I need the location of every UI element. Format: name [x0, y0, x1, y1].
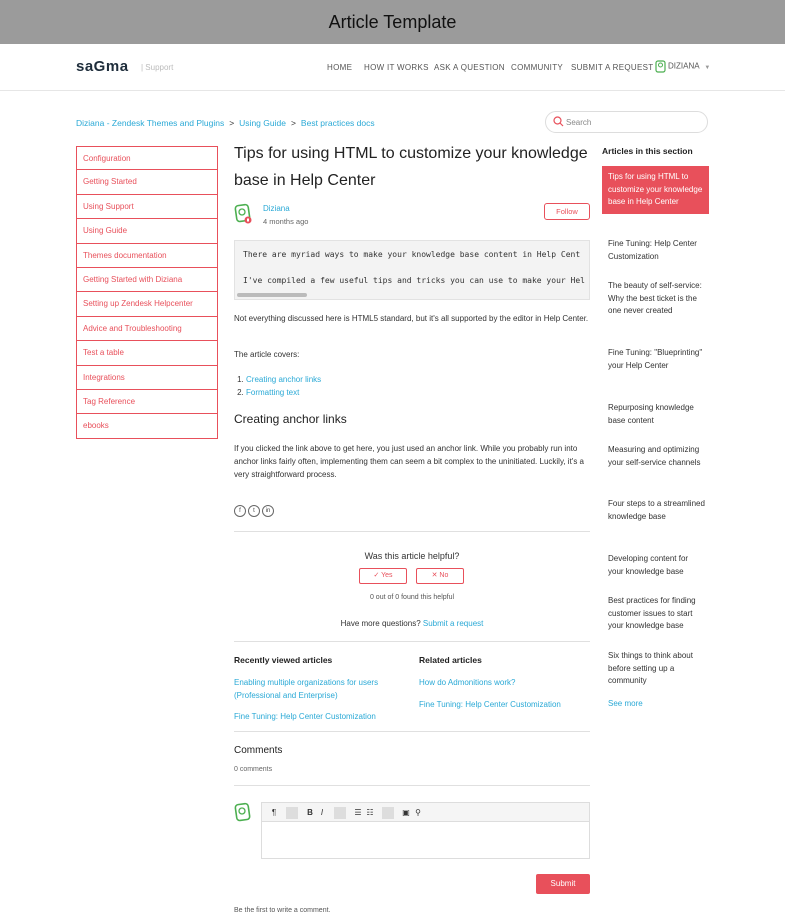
article-title: Tips for using HTML to customize your knowledge base in Help Center: [234, 145, 588, 189]
paragraph-icon[interactable]: ¶: [271, 808, 277, 817]
toolbar-separator: [382, 807, 394, 819]
code-block: [234, 240, 590, 300]
related-articles-title: Related articles: [419, 655, 482, 665]
editor-toolbar: [262, 803, 589, 822]
bold-icon[interactable]: B: [307, 808, 313, 817]
related-article-link[interactable]: Fine Tuning: Help Center Customization: [419, 700, 561, 709]
category-sidebar: [76, 146, 218, 439]
sidebar-item-test-table[interactable]: Test a table: [76, 341, 218, 365]
comment-editor[interactable]: [261, 802, 590, 859]
section-articles-title: Articles in this section: [602, 146, 693, 156]
section-article-link[interactable]: The beauty of self-service: Why the best ticket is the one never created: [608, 281, 702, 315]
sidebar-item-themes-documentation[interactable]: Themes documentation: [76, 244, 218, 268]
list-item: [246, 373, 321, 386]
section-article-link[interactable]: Fine Tuning: "Blueprinting" your Help Center: [608, 348, 703, 370]
sidebar-item-getting-started-diziana[interactable]: Getting Started with Diziana: [76, 268, 218, 292]
recently-viewed-link[interactable]: Fine Tuning: Help Center Customization: [234, 712, 376, 721]
section-articles: [602, 146, 709, 708]
first-comment-hint: Be the first to write a comment.: [234, 907, 331, 914]
helpful-question: Was this article helpful?: [364, 551, 460, 561]
section-article-link[interactable]: Fine Tuning: Help Center Customization: [608, 239, 697, 261]
bullet-list-icon[interactable]: ☰: [354, 808, 362, 817]
sidebar-item-integrations[interactable]: Integrations: [76, 366, 218, 390]
more-questions: [234, 619, 590, 628]
comments-count: 0 comments: [234, 766, 273, 773]
see-more-link[interactable]: See more: [608, 699, 643, 708]
code-line: There are myriad ways to make your knowledge base content in Help Cent: [243, 250, 581, 259]
follow-button[interactable]: Follow: [544, 203, 590, 220]
link-icon[interactable]: ⚲: [415, 808, 421, 817]
section-article-link[interactable]: Measuring and optimizing your self-service channels: [608, 445, 701, 467]
facebook-icon[interactable]: f: [234, 505, 246, 517]
divider: [234, 731, 590, 732]
nav-community[interactable]: COMMUNITY: [511, 63, 564, 72]
divider: [234, 785, 590, 786]
sidebar-item-getting-started[interactable]: Getting Started: [76, 170, 218, 194]
search-box[interactable]: [545, 111, 708, 133]
sidebar-item-advice-troubleshooting[interactable]: Advice and Troubleshooting: [76, 317, 218, 341]
comments-title: Comments: [234, 745, 283, 756]
article-paragraph: Not everything discussed here is HTML5 standard, but it's all supported by the editor in Help Center.: [234, 314, 589, 323]
section-article-link[interactable]: Best practices for finding customer issues to start your knowledge base: [608, 596, 696, 630]
logo[interactable]: saGma: [76, 58, 129, 75]
section-article-link[interactable]: Repurposing knowledge base content: [608, 403, 694, 425]
nav-how-it-works[interactable]: HOW IT WORKS: [364, 63, 429, 72]
site-header: [0, 44, 785, 91]
breadcrumb-separator: >: [290, 118, 296, 128]
vote-no-button[interactable]: ✕ No: [416, 568, 464, 584]
breadcrumb-item[interactable]: Best practices docs: [300, 118, 375, 128]
author-avatar-icon: [234, 203, 252, 225]
section-article-link[interactable]: Six things to think about before setting up a community: [608, 651, 693, 685]
breadcrumb-item[interactable]: Using Guide: [239, 118, 286, 128]
helpful-count: 0 out of 0 found this helpful: [369, 594, 455, 601]
section-article-link[interactable]: Developing content for your knowledge base: [608, 554, 689, 576]
submit-request-link[interactable]: Submit a request: [422, 619, 484, 628]
breadcrumb-separator: >: [229, 118, 235, 128]
section-article-link[interactable]: Four steps to a streamlined knowledge base: [608, 499, 705, 521]
section-heading: Creating anchor links: [234, 412, 347, 426]
more-questions-label: Have more questions?: [340, 619, 421, 628]
linkedin-icon[interactable]: in: [262, 505, 274, 517]
sidebar-item-tag-reference[interactable]: Tag Reference: [76, 390, 218, 414]
vote-yes-button[interactable]: ✓ Yes: [359, 568, 407, 584]
italic-icon[interactable]: I: [320, 808, 324, 817]
recently-viewed-link[interactable]: Enabling multiple organizations for users (Professional and Enterprise): [234, 678, 379, 700]
search-icon: [553, 116, 564, 127]
image-icon[interactable]: ▣: [402, 808, 410, 817]
article-toc-list: [246, 373, 321, 399]
divider: [234, 531, 590, 532]
user-menu[interactable]: [655, 60, 710, 73]
search-input[interactable]: [566, 115, 701, 129]
sidebar-item-configuration[interactable]: Configuration: [76, 146, 218, 170]
author-name[interactable]: Diziana: [263, 204, 290, 213]
sidebar-item-using-support[interactable]: Using Support: [76, 195, 218, 219]
share-bar: [234, 504, 276, 518]
template-title-bar: Article Template: [0, 0, 785, 44]
sidebar-item-using-guide[interactable]: Using Guide: [76, 219, 218, 243]
nav-home[interactable]: HOME: [327, 63, 353, 72]
article-covers-label: The article covers:: [234, 350, 300, 359]
twitter-icon[interactable]: t: [248, 505, 260, 517]
toc-link-anchor-links[interactable]: Creating anchor links: [246, 375, 322, 384]
code-line: I've compiled a few useful tips and tricks you can use to make your Hel: [243, 276, 585, 285]
article-author: [234, 203, 590, 227]
divider: [234, 641, 590, 642]
chevron-down-icon: ▼: [704, 64, 711, 71]
user-name: DIZIANA: [668, 61, 700, 71]
nav-ask-question[interactable]: ASK A QUESTION: [434, 63, 505, 72]
numbered-list-icon[interactable]: ☷: [366, 808, 374, 817]
section-article-link-active[interactable]: Tips for using HTML to customize your knowledge base in Help Center: [602, 166, 709, 214]
submit-comment-button[interactable]: Submit: [536, 874, 590, 894]
user-avatar-icon: [655, 60, 666, 73]
article-main: [234, 140, 590, 914]
sidebar-item-ebooks[interactable]: ebooks: [76, 414, 218, 438]
list-item: [246, 386, 321, 399]
horizontal-scrollbar[interactable]: [237, 293, 307, 297]
nav-submit-request[interactable]: SUBMIT A REQUEST: [571, 63, 654, 72]
recently-viewed-title: Recently viewed articles: [234, 655, 333, 665]
commenter-avatar-icon: [234, 802, 252, 824]
toc-link-formatting-text[interactable]: Formatting text: [246, 388, 300, 397]
breadcrumb: [76, 118, 375, 128]
article-date: 4 months ago: [263, 217, 309, 226]
logo-suffix: | Support: [141, 63, 174, 72]
toolbar-separator: [286, 807, 298, 819]
article-paragraph: If you clicked the link above to get here, you just used an anchor link. While you probably run into anchor links fairly often, implementing them can seem a bit complex to the uninitiated. Luckily, it's a very straightforward process.: [234, 444, 584, 479]
related-article-link[interactable]: How do Admonitions work?: [419, 678, 516, 687]
breadcrumb-item[interactable]: Diziana - Zendesk Themes and Plugins: [76, 118, 225, 128]
toolbar-separator: [334, 807, 346, 819]
sidebar-item-setting-up-helpcenter[interactable]: Setting up Zendesk Helpcenter: [76, 292, 218, 316]
